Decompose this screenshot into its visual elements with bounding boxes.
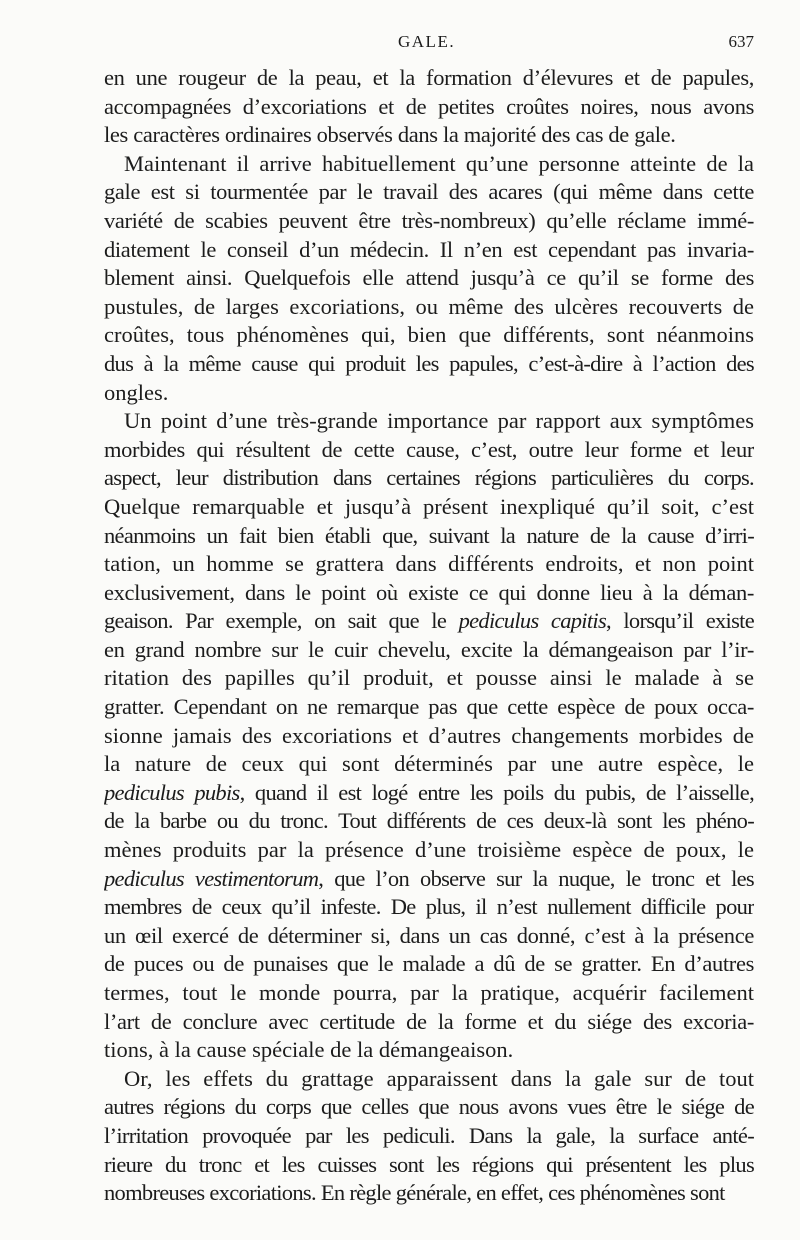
text-line: blement ainsi. Quelquefois elle attend jusqu’à ce qu’il se forme des — [104, 265, 754, 291]
text-line: membres de ceux qu’il infeste. De plus, il n’est nullement difficile pour — [104, 894, 754, 920]
text-line: morbides qui résultent de cette cause, c’est, outre leur forme et leur — [104, 436, 754, 462]
text-line: les caractères ordinaires observés dans la majorité des cas de gale. — [104, 122, 676, 148]
text-line: un œil exercé de déterminer si, dans un cas donné, c’est à la présence — [104, 922, 754, 948]
text-line: Un point d’une très-grande importance par rapport aux symptômes — [124, 408, 754, 434]
text-line: dus à la même cause qui produit les papules, c’est-à-dire à l’action des — [104, 350, 754, 376]
text-line: la nature de ceux qui sont déterminés par une autre espèce, le — [104, 751, 754, 777]
text-line: mènes produits par la présence d’une troisième espèce de poux, le — [104, 837, 754, 863]
text-line: autres régions du corps que celles que nous avons vues être le siége de — [104, 1094, 754, 1120]
italic-term: pediculus vestimentorum — [104, 865, 319, 891]
text-line: croûtes, tous phénomènes qui, bien que différents, sont néanmoins — [104, 322, 754, 348]
paragraph — [104, 150, 754, 407]
text-line: termes, tout le monde pourra, par la pratique, acquérir facilement — [104, 980, 754, 1005]
running-header — [104, 32, 754, 56]
text-line: tions, à la cause spéciale de la démangeaison. — [104, 1037, 514, 1063]
text-line: geaison. Par exemple, on sait que le pediculus capitis, lorsqu’il existe — [104, 608, 754, 634]
text-line: sionne jamais des excoriations et d’autres changements morbides de — [104, 722, 754, 748]
text-line: variété de scabies peuvent être très-nombreux) qu’elle réclame immé- — [104, 207, 754, 233]
text-line: pediculus pubis, quand il est logé entre les poils du pubis, de l’aisselle, — [104, 779, 754, 805]
running-title: GALE. — [398, 32, 456, 51]
text-line: accompagnées d’excoriations et de petites croûtes noires, nous avons — [104, 93, 754, 119]
text-line: néanmoins un fait bien établi que, suivant la nature de la cause d’irri- — [104, 522, 754, 548]
italic-term: pediculus capitis — [458, 608, 607, 634]
text-line: ritation des papilles qu’il produit, et pousse ainsi le malade à se — [104, 665, 754, 691]
paragraph — [104, 1065, 754, 1208]
text-line: diatement le conseil d’un médecin. Il n’en est cependant pas invaria- — [104, 236, 754, 262]
italic-term: pediculus pubis — [104, 779, 240, 805]
text-line: en grand nombre sur le cuir chevelu, excite la démangeaison par l’ir- — [104, 636, 754, 662]
text-line: l’irritation provoquée par les pediculi. Dans la gale, la surface anté- — [104, 1122, 754, 1148]
text-line: gratter. Cependant on ne remarque pas que cette espèce de poux occa- — [104, 694, 754, 720]
text-line: l’art de conclure avec certitude de la forme et du siége des excoria- — [104, 1008, 754, 1034]
text-line: rieure du tronc et les cuisses sont les régions qui présentent les plus — [104, 1151, 754, 1177]
paragraph — [104, 407, 754, 1065]
text-line: de la barbe ou du tronc. Tout différents de ces deux-là sont les phéno- — [104, 808, 754, 834]
body-text — [104, 64, 754, 1208]
text-line: aspect, leur distribution dans certaines régions particulières du corps. — [104, 465, 754, 491]
text-line: gale est si tourmentée par le travail des acares (qui même dans cette — [104, 179, 754, 205]
text-line: Or, les effets du grattage apparaissent dans la gale sur de tout — [124, 1065, 754, 1091]
text-line: tation, un homme se grattera dans différents endroits, et non point — [104, 551, 754, 577]
text-line: de puces ou de punaises que le malade a dû de se gratter. En d’autres — [104, 951, 754, 977]
text-line: nombreuses excoriations. En règle générale, en effet, ces phénomènes sont — [104, 1180, 725, 1206]
text-line: Quelque remarquable et jusqu’à présent inexpliqué qu’il soit, c’est — [104, 493, 754, 519]
text-line: Maintenant il arrive habituellement qu’une personne atteinte de la — [124, 150, 754, 176]
text-line: ongles. — [104, 379, 169, 405]
page-number: 637 — [728, 32, 754, 51]
text-line: pediculus vestimentorum, que l’on observe sur la nuque, le tronc et les — [104, 865, 754, 891]
text-line: exclusivement, dans le point où existe ce qui donne lieu à la déman- — [104, 579, 754, 605]
text-line: en une rougeur de la peau, et la formation d’élevures et de papules, — [104, 65, 754, 90]
text-line: pustules, de larges excoriations, ou même des ulcères recouverts de — [104, 293, 754, 319]
paragraph — [104, 64, 754, 150]
